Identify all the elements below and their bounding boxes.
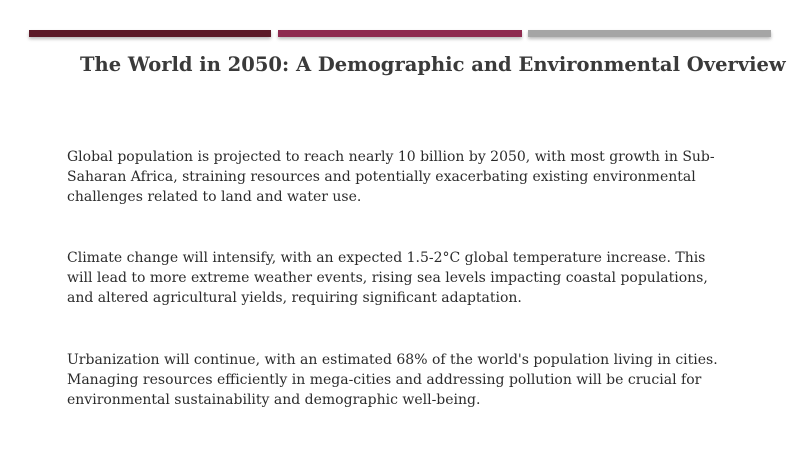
accent-bar-gray — [528, 30, 771, 37]
accent-bar-dark-maroon — [29, 30, 271, 37]
decorative-accent-bars — [29, 30, 771, 37]
accent-bar-magenta — [278, 30, 522, 37]
paragraph-population: Global population is projected to reach nearly 10 billion by 2050, with most growth in Sub-Saharan Africa, straining resources and potentially exacerbating existing environmental challenges related to land and water use. — [67, 149, 715, 205]
paragraph-urbanization: Urbanization will continue, with an estimated 68% of the world's population living in cities. Managing resources efficiently in mega-cities and addressing pollution will be crucial for environmental sustainability and demographic well-being. — [67, 352, 718, 408]
slide-title: The World in 2050: A Demographic and Environmental Overview — [80, 53, 786, 76]
paragraph-climate: Climate change will intensify, with an expected 1.5-2°C global temperature increase. This will lead to more extreme weather events, rising sea levels impacting coastal populations, and altered agricultural yields, requiring significant adaptation. — [67, 250, 708, 306]
